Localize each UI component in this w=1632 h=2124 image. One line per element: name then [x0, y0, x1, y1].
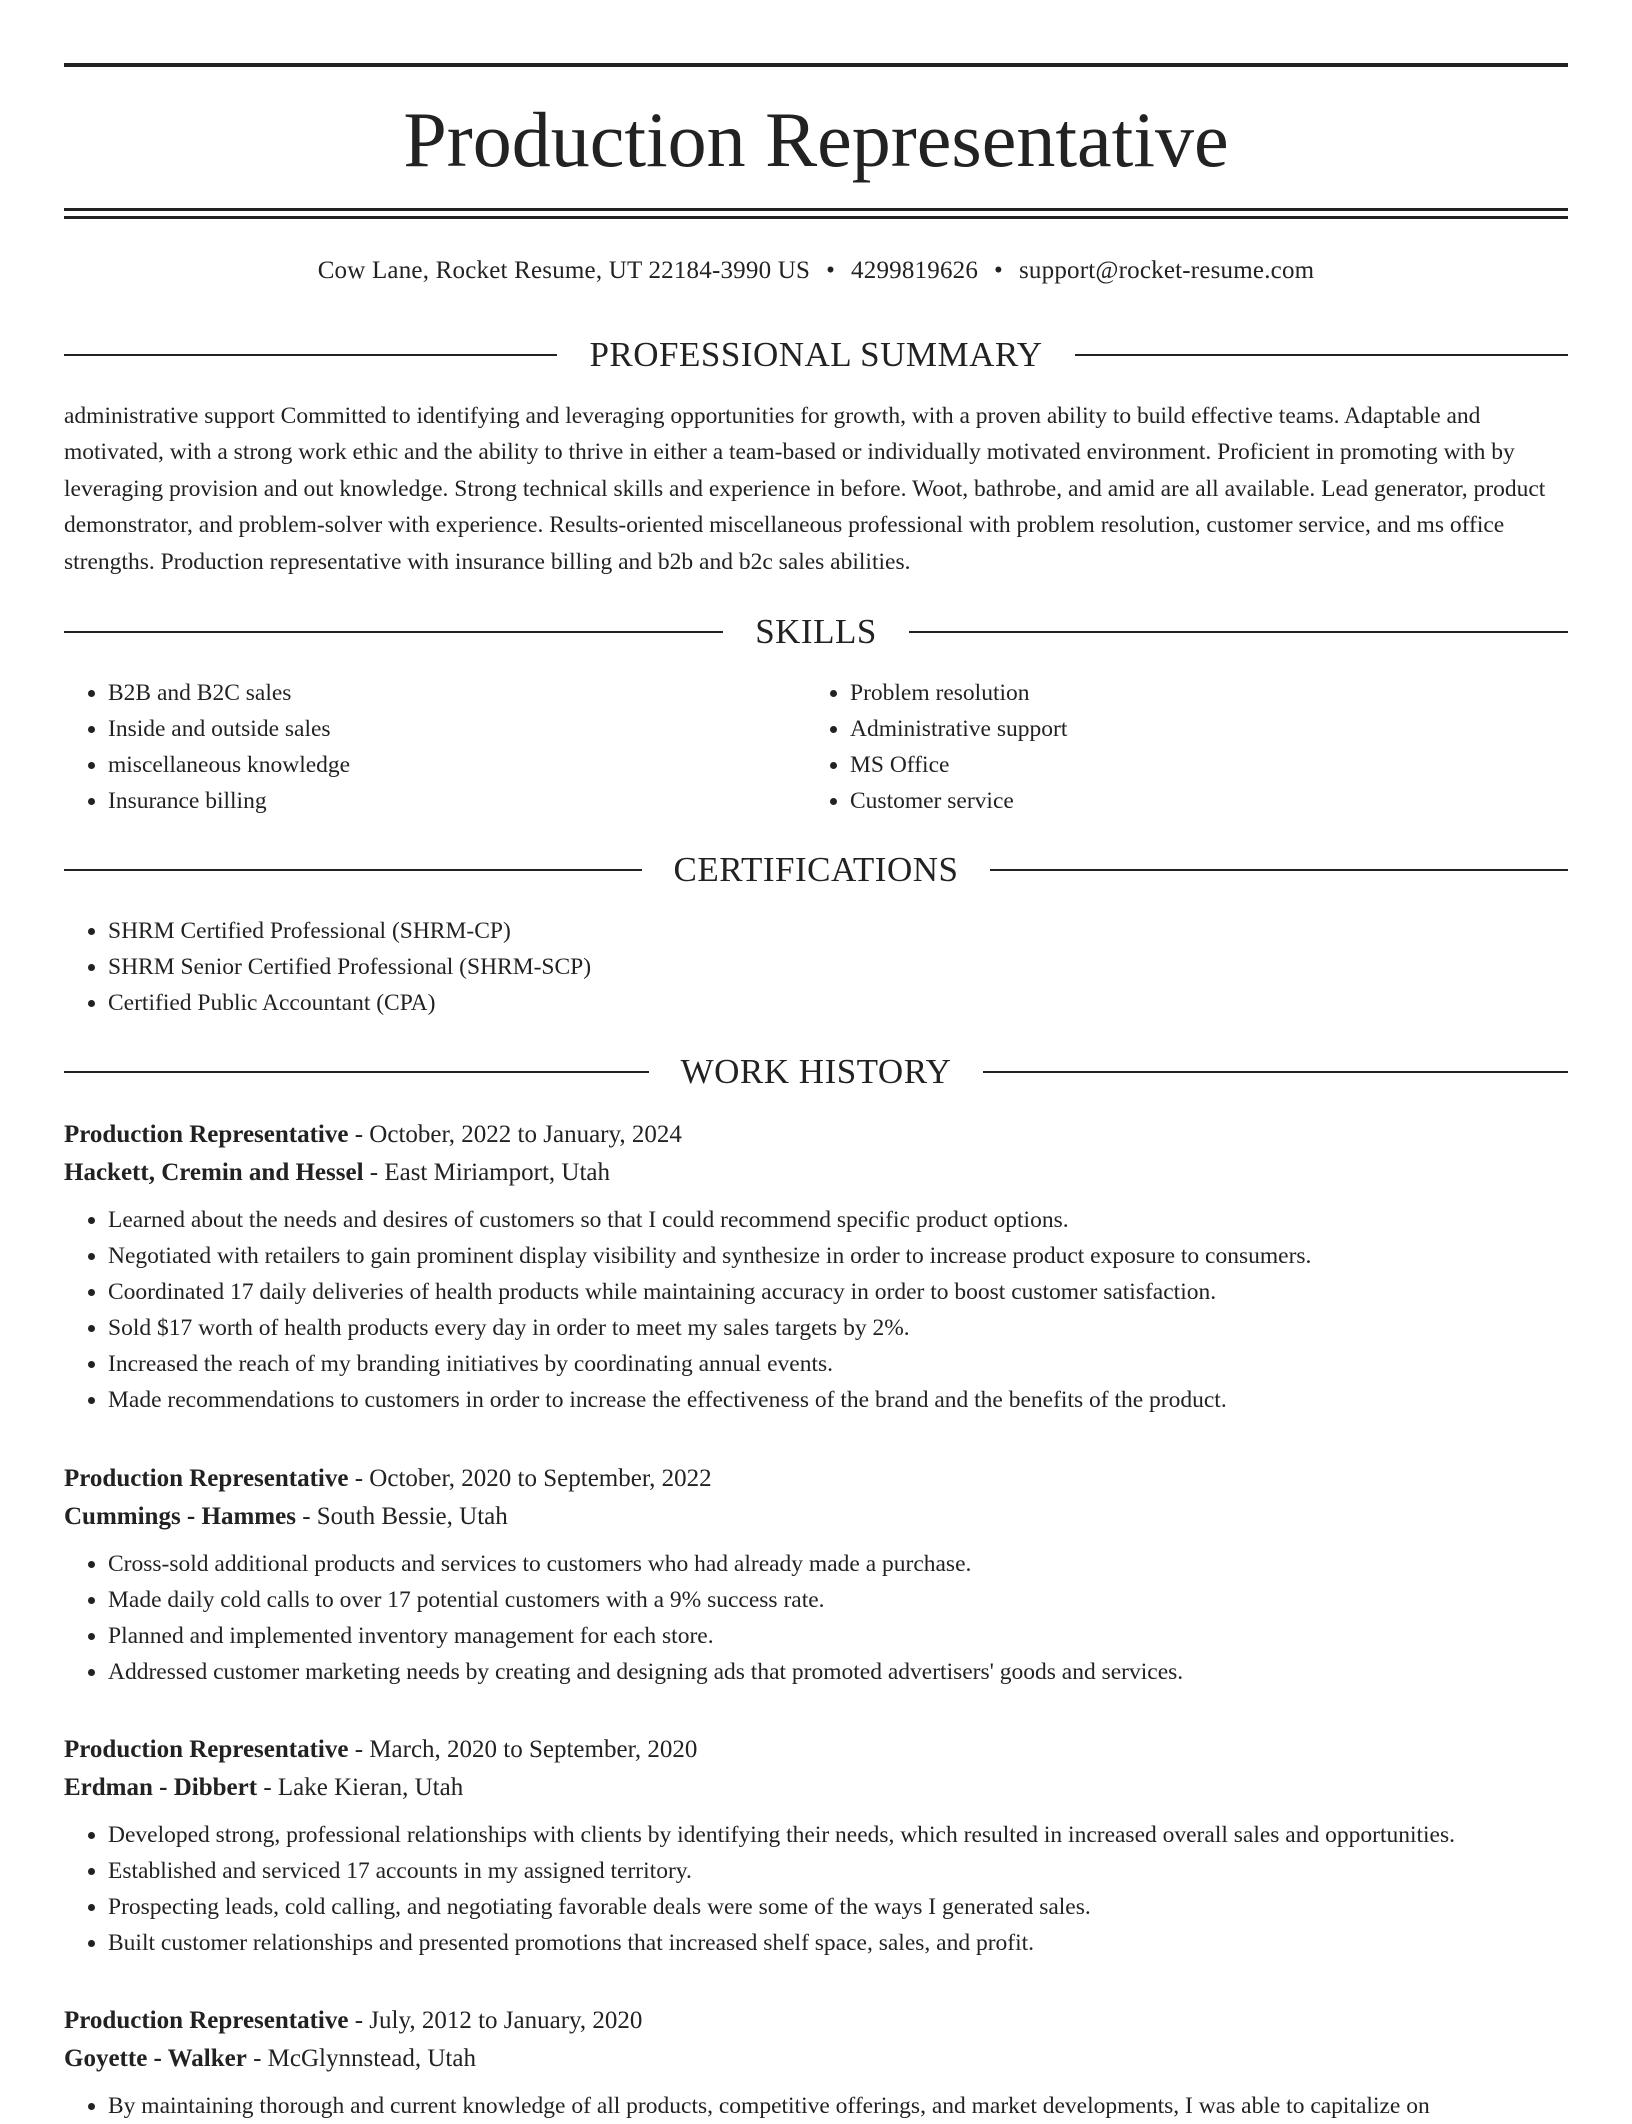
job-company: Erdman - Dibbert: [64, 1774, 258, 1801]
resume-name: Production Representative: [403, 96, 1229, 183]
job-entry: [64, 1731, 1568, 1961]
certification-item: • SHRM Certified Professional (SHRM-CP): [108, 913, 1568, 949]
skill-item: • Problem resolution: [850, 675, 1506, 711]
job-bullets: [64, 1546, 1568, 1690]
job-entry: [64, 1460, 1568, 1690]
contact-separator: •: [826, 257, 836, 284]
job-company-line: [64, 2040, 1568, 2078]
job-company: Hackett, Cremin and Hessel: [64, 1159, 364, 1186]
job-title-line: [64, 2002, 1568, 2040]
top-rule: [64, 63, 1568, 67]
job-dates: - March, 2020 to September, 2020: [348, 1736, 698, 1763]
job-bullet: • Coordinated 17 daily deliveries of health products while maintaining accuracy in order to boost customer satisfaction.: [108, 1274, 1568, 1310]
section-heading-skills: [64, 610, 1568, 654]
job-company-line: [64, 1498, 1568, 1536]
contact-address: Cow Lane, Rocket Resume, UT 22184-3990 US: [317, 257, 811, 284]
heading-rule-right: [1075, 354, 1568, 356]
heading-rule-left: [64, 354, 557, 356]
section-heading-work-history: [64, 1050, 1568, 1094]
job-bullets: [64, 1202, 1568, 1418]
job-company: Cummings - Hammes: [64, 1503, 296, 1530]
job-title-line: [64, 1731, 1568, 1769]
skill-item: • Insurance billing: [108, 783, 764, 819]
contact-phone: 4299819626: [851, 257, 979, 284]
job-bullet: • Developed strong, professional relationships with clients by identifying their needs, which resulted in increased overall sales and opportunities.: [108, 1817, 1568, 1853]
job-bullet: • Addressed customer marketing needs by creating and designing ads that promoted advertisers' goods and services.: [108, 1654, 1568, 1690]
summary-text: administrative support Committed to identifying and leveraging opportunities for growth, with a proven ability to build effective teams. Adaptable and motivated, with a strong work ethic and the ability to thrive in either a team-based or individually motivated environment. Proficient in promoting with by leveraging provision and out knowledge. Strong technical skills and experience in before. Woot, bathrobe, and amid are all available. Lead generator, product demonstrator, and problem-solver with experience. Results-oriented miscellaneous professional with problem resolution, customer service, and ms office strengths. Production representative with insurance billing and b2b and b2c sales abilities.: [64, 403, 1546, 575]
skill-item: • miscellaneous knowledge: [108, 747, 764, 783]
heading-rule-left: [64, 631, 723, 633]
job-entry: [64, 2002, 1568, 2124]
job-bullet: • Built customer relationships and presented promotions that increased shelf space, sales, and profit.: [108, 1925, 1568, 1961]
job-bullet: • Learned about the needs and desires of customers so that I could recommend specific product options.: [108, 1202, 1568, 1238]
job-location: - South Bessie, Utah: [295, 1503, 508, 1530]
job-company-line: [64, 1154, 1568, 1192]
skill-item: • B2B and B2C sales: [108, 675, 764, 711]
job-entry: [64, 1116, 1568, 1418]
job-bullet: • Cross-sold additional products and services to customers who had already made a purchase.: [108, 1546, 1568, 1582]
heading-rule-right: [990, 869, 1568, 871]
certification-item: • SHRM Senior Certified Professional (SHRM-SCP): [108, 949, 1568, 985]
contact-email: support@rocket-resume.com: [1019, 257, 1315, 284]
skills-column-left: [64, 675, 764, 819]
section-heading-summary: [64, 333, 1568, 377]
skill-item: • Inside and outside sales: [108, 711, 764, 747]
certification-item: • Certified Public Accountant (CPA): [108, 985, 1568, 1021]
section-title: PROFESSIONAL SUMMARY: [589, 335, 1043, 374]
job-title: Production Representative: [64, 1736, 349, 1763]
heading-rule-left: [64, 1071, 649, 1073]
job-bullet: • Negotiated with retailers to gain prominent display visibility and synthesize in order to increase product exposure to consumers.: [108, 1238, 1568, 1274]
job-bullet: • By maintaining thorough and current knowledge of all products, competitive offerings, and market developments, I was able to capitalize on: [108, 2088, 1568, 2124]
job-location: - Lake Kieran, Utah: [257, 1774, 464, 1801]
job-location: - East Miriamport, Utah: [363, 1159, 610, 1186]
job-title: Production Representative: [64, 1465, 349, 1492]
heading-rule-right: [983, 1071, 1568, 1073]
job-location: - McGlynnstead, Utah: [246, 2045, 476, 2072]
job-bullet: • Made recommendations to customers in order to increase the effectiveness of the brand and the benefits of the product.: [108, 1382, 1568, 1418]
job-bullet: • Increased the reach of my branding initiatives by coordinating annual events.: [108, 1346, 1568, 1382]
job-dates: - July, 2012 to January, 2020: [348, 2007, 643, 2034]
job-bullet: • Established and serviced 17 accounts in my assigned territory.: [108, 1853, 1568, 1889]
contact-separator: •: [994, 257, 1003, 284]
job-bullets: [64, 1817, 1568, 1961]
contact-line: [64, 254, 1568, 288]
heading-rule-right: [909, 631, 1568, 633]
section-title: WORK HISTORY: [680, 1052, 952, 1091]
job-bullets: [64, 2088, 1568, 2124]
job-company-line: [64, 1769, 1568, 1807]
section-heading-certifications: [64, 848, 1568, 892]
skill-item: • Administrative support: [850, 711, 1506, 747]
job-title-line: [64, 1116, 1568, 1154]
double-rule-lower: [64, 216, 1568, 219]
job-title: Production Representative: [64, 1121, 349, 1148]
skill-item: • Customer service: [850, 783, 1506, 819]
skills-column-right: [806, 675, 1506, 819]
job-dates: - October, 2022 to January, 2024: [348, 1121, 682, 1148]
job-bullet: • Prospecting leads, cold calling, and negotiating favorable deals were some of the ways I generated sales.: [108, 1889, 1568, 1925]
job-dates: - October, 2020 to September, 2022: [348, 1465, 712, 1492]
job-company: Goyette - Walker: [64, 2045, 247, 2072]
job-title-line: [64, 1460, 1568, 1498]
job-bullet: • Sold $17 worth of health products every day in order to meet my sales targets by 2%.: [108, 1310, 1568, 1346]
job-bullet: • Made daily cold calls to over 17 potential customers with a 9% success rate.: [108, 1582, 1568, 1618]
double-rule-upper: [64, 208, 1568, 211]
heading-rule-left: [64, 869, 642, 871]
section-title: SKILLS: [755, 612, 877, 651]
certifications-list: [64, 913, 1568, 1021]
skill-item: • MS Office: [850, 747, 1506, 783]
section-title: CERTIFICATIONS: [673, 850, 959, 889]
job-title: Production Representative: [64, 2007, 349, 2034]
job-bullet: • Planned and implemented inventory management for each store.: [108, 1618, 1568, 1654]
